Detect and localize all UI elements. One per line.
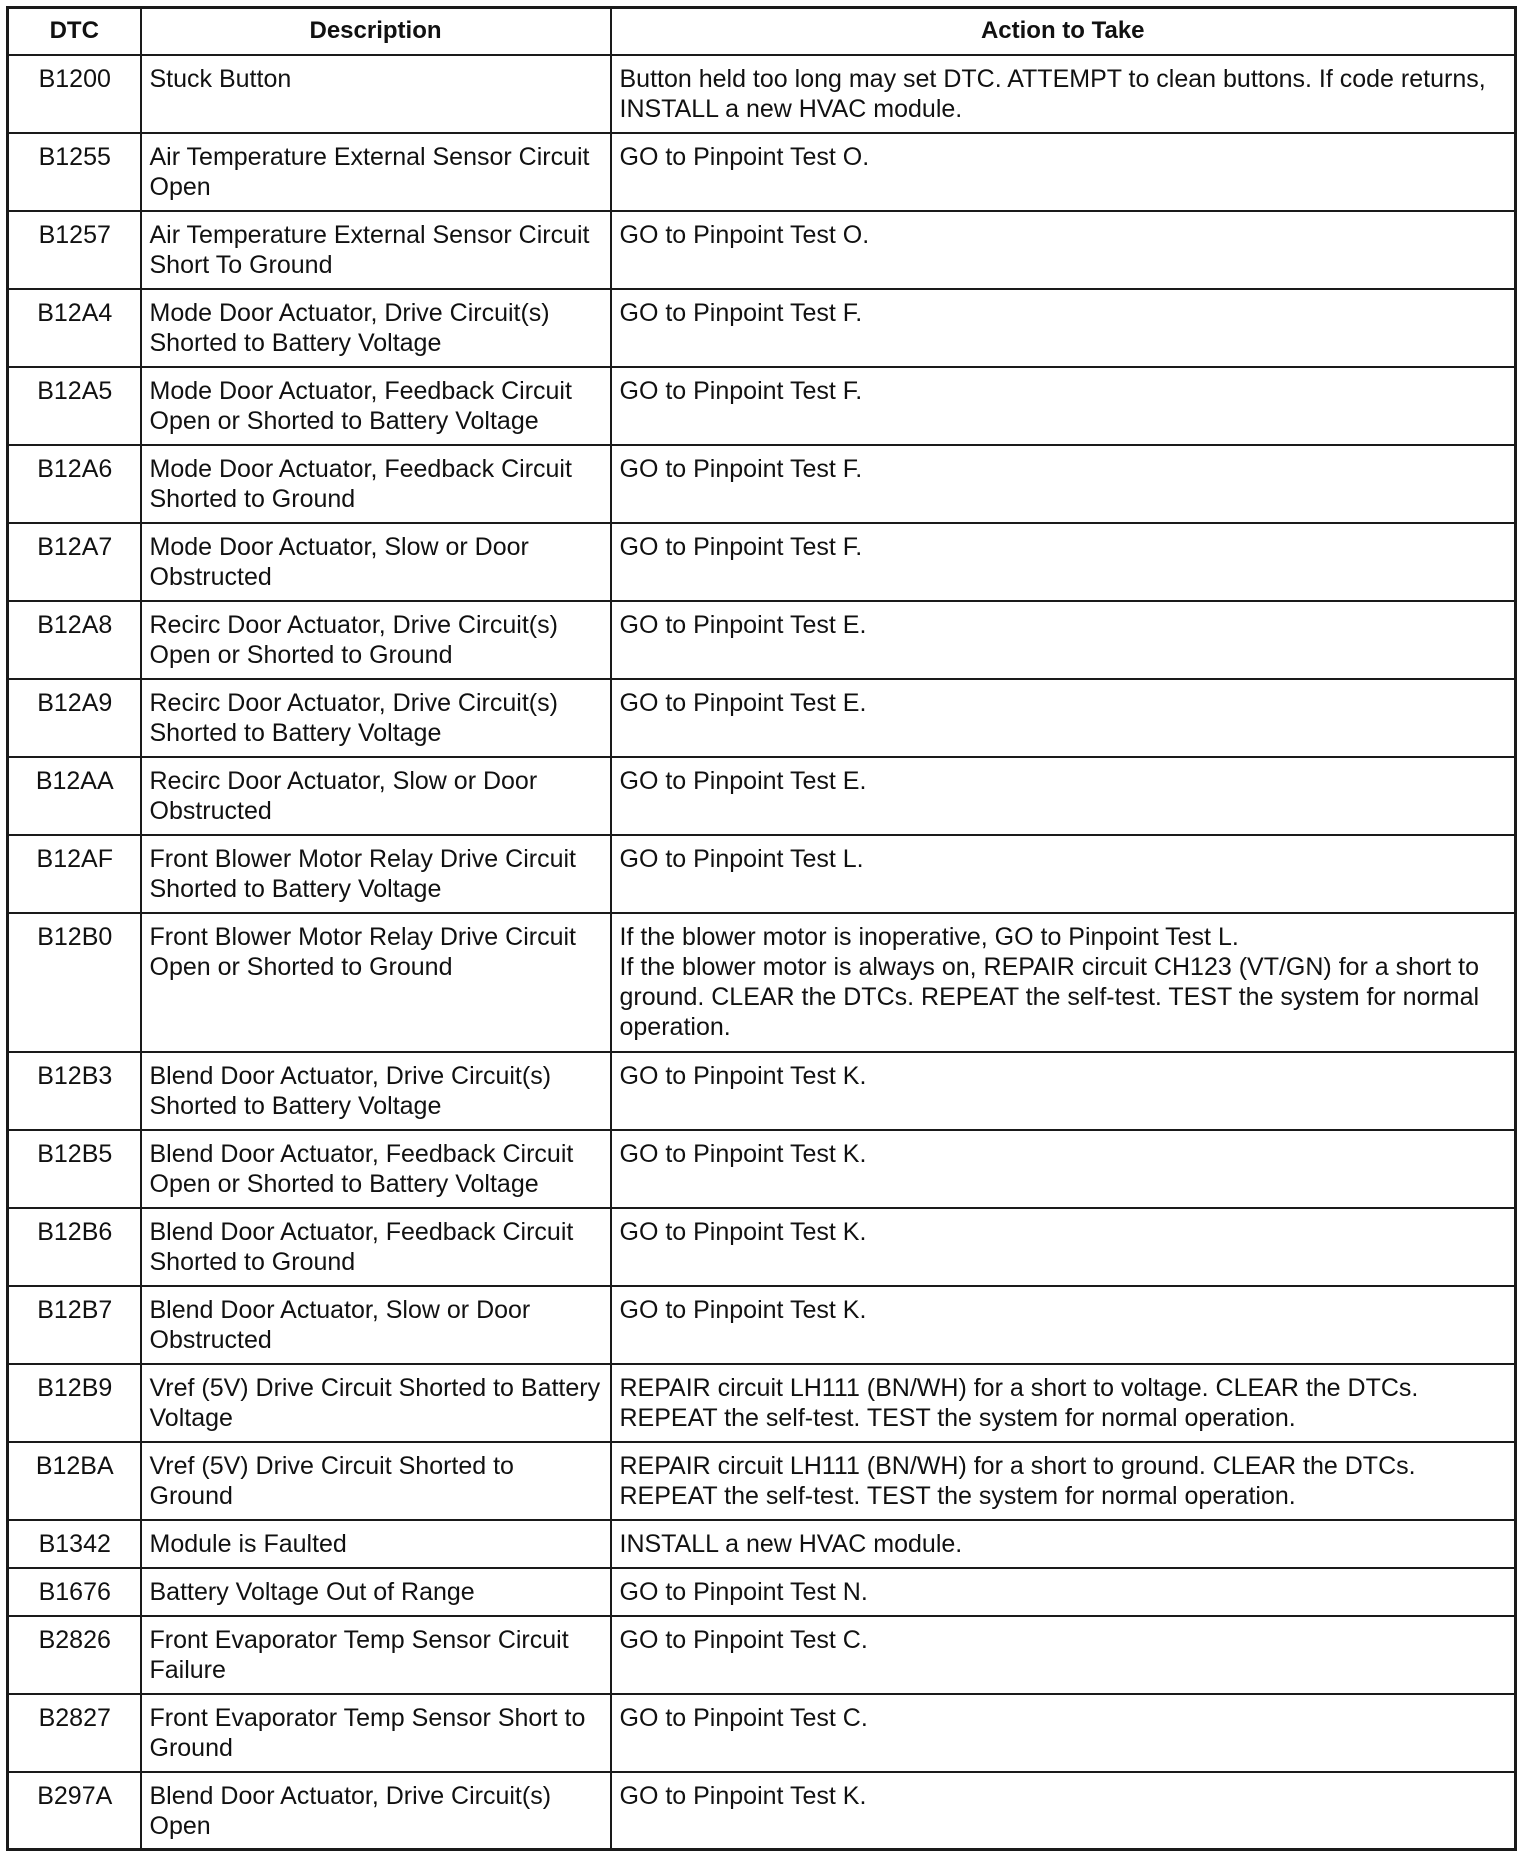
table-row	[8, 445, 1516, 523]
dtc-description: Front Blower Motor Relay Drive Circuit Open or Shorted to Ground	[141, 913, 611, 1052]
table-row	[8, 1130, 1516, 1208]
dtc-code: B12B9	[8, 1364, 141, 1442]
dtc-table	[6, 6, 1517, 1851]
dtc-code: B1257	[8, 211, 141, 289]
dtc-action: GO to Pinpoint Test F.	[611, 367, 1516, 445]
dtc-description: Recirc Door Actuator, Drive Circuit(s) Open or Shorted to Ground	[141, 601, 611, 679]
dtc-code: B12A8	[8, 601, 141, 679]
dtc-action: GO to Pinpoint Test E.	[611, 679, 1516, 757]
dtc-action: GO to Pinpoint Test E.	[611, 757, 1516, 835]
dtc-description: Blend Door Actuator, Feedback Circuit Shorted to Ground	[141, 1208, 611, 1286]
dtc-action: GO to Pinpoint Test F.	[611, 445, 1516, 523]
dtc-code: B12B6	[8, 1208, 141, 1286]
dtc-action	[611, 913, 1516, 1052]
dtc-description: Front Evaporator Temp Sensor Short to Ground	[141, 1694, 611, 1772]
dtc-description: Blend Door Actuator, Drive Circuit(s) Shorted to Battery Voltage	[141, 1052, 611, 1130]
dtc-action: GO to Pinpoint Test E.	[611, 601, 1516, 679]
dtc-description: Front Evaporator Temp Sensor Circuit Failure	[141, 1616, 611, 1694]
table-row	[8, 1694, 1516, 1772]
table-row	[8, 913, 1516, 1052]
dtc-code: B12B0	[8, 913, 141, 1052]
table-row	[8, 289, 1516, 367]
table-row	[8, 1208, 1516, 1286]
dtc-code: B12A6	[8, 445, 141, 523]
dtc-description: Air Temperature External Sensor Circuit Short To Ground	[141, 211, 611, 289]
dtc-action: GO to Pinpoint Test K.	[611, 1208, 1516, 1286]
table-row	[8, 1616, 1516, 1694]
dtc-description: Mode Door Actuator, Drive Circuit(s) Shorted to Battery Voltage	[141, 289, 611, 367]
table-row	[8, 835, 1516, 913]
dtc-code: B1255	[8, 133, 141, 211]
dtc-code: B1342	[8, 1520, 141, 1568]
table-row	[8, 1052, 1516, 1130]
dtc-action-line: If the blower motor is inoperative, GO to Pinpoint Test L.	[619, 922, 1239, 951]
dtc-description: Blend Door Actuator, Feedback Circuit Open or Shorted to Battery Voltage	[141, 1130, 611, 1208]
dtc-code: B12B3	[8, 1052, 141, 1130]
dtc-action: GO to Pinpoint Test O.	[611, 211, 1516, 289]
dtc-description: Mode Door Actuator, Feedback Circuit Open or Shorted to Battery Voltage	[141, 367, 611, 445]
dtc-document	[6, 6, 1514, 1851]
dtc-description: Mode Door Actuator, Slow or Door Obstructed	[141, 523, 611, 601]
dtc-description: Vref (5V) Drive Circuit Shorted to Ground	[141, 1442, 611, 1520]
dtc-description: Front Blower Motor Relay Drive Circuit Shorted to Battery Voltage	[141, 835, 611, 913]
dtc-code: B12BA	[8, 1442, 141, 1520]
dtc-code: B12A9	[8, 679, 141, 757]
table-row	[8, 1286, 1516, 1364]
dtc-description: Battery Voltage Out of Range	[141, 1568, 611, 1616]
dtc-description: Recirc Door Actuator, Drive Circuit(s) Shorted to Battery Voltage	[141, 679, 611, 757]
table-row	[8, 211, 1516, 289]
dtc-action: GO to Pinpoint Test C.	[611, 1616, 1516, 1694]
header-action: Action to Take	[611, 8, 1516, 55]
dtc-description: Blend Door Actuator, Drive Circuit(s) Open	[141, 1772, 611, 1850]
dtc-description: Stuck Button	[141, 55, 611, 133]
table-row	[8, 601, 1516, 679]
table-row	[8, 133, 1516, 211]
dtc-action: GO to Pinpoint Test F.	[611, 523, 1516, 601]
table-row	[8, 1442, 1516, 1520]
dtc-code: B2827	[8, 1694, 141, 1772]
dtc-description: Blend Door Actuator, Slow or Door Obstructed	[141, 1286, 611, 1364]
dtc-action: REPAIR circuit LH111 (BN/WH) for a short to ground. CLEAR the DTCs. REPEAT the self-test. TEST the system for normal operation.	[611, 1442, 1516, 1520]
dtc-code: B1676	[8, 1568, 141, 1616]
table-row	[8, 55, 1516, 133]
dtc-action: Button held too long may set DTC. ATTEMPT to clean buttons. If code returns, INSTALL a new HVAC module.	[611, 55, 1516, 133]
header-row	[8, 8, 1516, 55]
dtc-code: B2826	[8, 1616, 141, 1694]
dtc-code: B12B5	[8, 1130, 141, 1208]
dtc-action: GO to Pinpoint Test F.	[611, 289, 1516, 367]
table-row	[8, 1364, 1516, 1442]
dtc-code: B12A7	[8, 523, 141, 601]
header-dtc: DTC	[8, 8, 141, 55]
dtc-code: B12A5	[8, 367, 141, 445]
dtc-action: GO to Pinpoint Test C.	[611, 1694, 1516, 1772]
dtc-action: GO to Pinpoint Test K.	[611, 1772, 1516, 1850]
table-row	[8, 679, 1516, 757]
dtc-code: B12AA	[8, 757, 141, 835]
table-row	[8, 757, 1516, 835]
dtc-code: B297A	[8, 1772, 141, 1850]
table-row	[8, 523, 1516, 601]
dtc-description: Vref (5V) Drive Circuit Shorted to Battery Voltage	[141, 1364, 611, 1442]
dtc-action-line: If the blower motor is always on, REPAIR circuit CH123 (VT/GN) for a short to ground. CLEAR the DTCs. REPEAT the self-test. TEST the system for normal operation.	[619, 952, 1480, 1041]
dtc-code: B1200	[8, 55, 141, 133]
dtc-action: GO to Pinpoint Test K.	[611, 1052, 1516, 1130]
dtc-code: B12B7	[8, 1286, 141, 1364]
dtc-action: GO to Pinpoint Test K.	[611, 1286, 1516, 1364]
table-row	[8, 1520, 1516, 1568]
dtc-action: GO to Pinpoint Test K.	[611, 1130, 1516, 1208]
dtc-action: REPAIR circuit LH111 (BN/WH) for a short to voltage. CLEAR the DTCs. REPEAT the self-test. TEST the system for normal operation.	[611, 1364, 1516, 1442]
dtc-action: GO to Pinpoint Test N.	[611, 1568, 1516, 1616]
table-row	[8, 1568, 1516, 1616]
dtc-description: Module is Faulted	[141, 1520, 611, 1568]
header-description: Description	[141, 8, 611, 55]
dtc-action: INSTALL a new HVAC module.	[611, 1520, 1516, 1568]
dtc-action: GO to Pinpoint Test O.	[611, 133, 1516, 211]
dtc-action: GO to Pinpoint Test L.	[611, 835, 1516, 913]
dtc-description: Recirc Door Actuator, Slow or Door Obstructed	[141, 757, 611, 835]
table-row	[8, 1772, 1516, 1850]
table-row	[8, 367, 1516, 445]
dtc-description: Air Temperature External Sensor Circuit Open	[141, 133, 611, 211]
dtc-code: B12AF	[8, 835, 141, 913]
dtc-description: Mode Door Actuator, Feedback Circuit Shorted to Ground	[141, 445, 611, 523]
dtc-code: B12A4	[8, 289, 141, 367]
